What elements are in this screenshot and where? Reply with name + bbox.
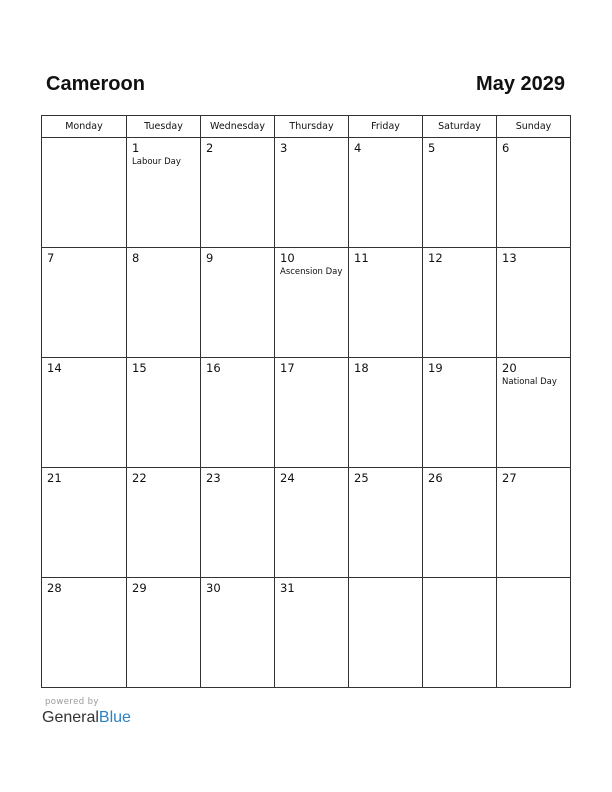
day-cell	[201, 358, 275, 468]
week-row	[42, 358, 571, 468]
day-number: 28	[47, 581, 62, 595]
footer-branding	[42, 697, 131, 728]
day-cell	[127, 358, 201, 468]
day-number: 24	[280, 471, 295, 485]
day-number: 9	[206, 251, 214, 265]
day-number: 3	[280, 141, 288, 155]
weekday-thursday: Thursday	[275, 116, 349, 138]
day-cell	[423, 468, 497, 578]
day-number: 5	[428, 141, 436, 155]
day-number: 10	[280, 251, 295, 265]
day-cell	[349, 358, 423, 468]
day-cell	[275, 578, 349, 688]
day-cell	[275, 358, 349, 468]
holiday-label: National Day	[502, 377, 557, 387]
day-number: 29	[132, 581, 147, 595]
powered-by-text: powered by	[45, 697, 99, 707]
day-number: 20	[502, 361, 517, 375]
logo-general-text: General	[42, 709, 99, 726]
day-cell	[42, 358, 127, 468]
day-number: 22	[132, 471, 147, 485]
day-number: 31	[280, 581, 295, 595]
day-number: 23	[206, 471, 221, 485]
day-cell	[497, 248, 571, 358]
week-row	[42, 468, 571, 578]
generalblue-logo	[42, 708, 131, 728]
day-cell	[497, 358, 571, 468]
weekday-monday: Monday	[42, 116, 127, 138]
day-number: 25	[354, 471, 369, 485]
day-cell	[42, 248, 127, 358]
day-cell	[349, 248, 423, 358]
day-cell	[497, 578, 571, 688]
day-number: 1	[132, 141, 140, 155]
weekday-wednesday: Wednesday	[201, 116, 275, 138]
weekday-sunday: Sunday	[497, 116, 571, 138]
month-year-title: May 2029	[476, 72, 565, 95]
day-cell	[423, 578, 497, 688]
day-number: 17	[280, 361, 295, 375]
day-cell	[42, 138, 127, 248]
day-cell	[423, 138, 497, 248]
week-row	[42, 138, 571, 248]
weekday-tuesday: Tuesday	[127, 116, 201, 138]
country-title: Cameroon	[46, 72, 145, 95]
day-number: 2	[206, 141, 214, 155]
day-cell	[349, 138, 423, 248]
day-number: 6	[502, 141, 510, 155]
weekday-friday: Friday	[349, 116, 423, 138]
day-number: 19	[428, 361, 443, 375]
day-cell	[349, 578, 423, 688]
day-cell	[201, 468, 275, 578]
calendar-grid	[41, 115, 571, 688]
day-number: 30	[206, 581, 221, 595]
day-cell	[201, 248, 275, 358]
day-cell	[201, 578, 275, 688]
day-number: 18	[354, 361, 369, 375]
week-row	[42, 248, 571, 358]
week-row	[42, 578, 571, 688]
day-number: 26	[428, 471, 443, 485]
day-cell	[275, 248, 349, 358]
day-number: 27	[502, 471, 517, 485]
day-cell	[423, 358, 497, 468]
day-cell	[42, 468, 127, 578]
day-number: 4	[354, 141, 362, 155]
day-cell	[423, 248, 497, 358]
holiday-label: Labour Day	[132, 157, 181, 167]
day-cell	[127, 138, 201, 248]
weekday-header-row	[42, 116, 571, 138]
day-cell	[127, 468, 201, 578]
day-number: 12	[428, 251, 443, 265]
day-number: 21	[47, 471, 62, 485]
day-cell	[201, 138, 275, 248]
day-number: 7	[47, 251, 55, 265]
day-cell	[349, 468, 423, 578]
day-number: 13	[502, 251, 517, 265]
day-cell	[275, 468, 349, 578]
day-cell	[275, 138, 349, 248]
day-number: 15	[132, 361, 147, 375]
day-number: 16	[206, 361, 221, 375]
logo-blue-text: Blue	[98, 709, 131, 726]
day-number: 8	[132, 251, 140, 265]
day-cell	[42, 578, 127, 688]
day-cell	[497, 138, 571, 248]
day-number: 11	[354, 251, 369, 265]
day-cell	[127, 248, 201, 358]
holiday-label: Ascension Day	[280, 267, 343, 277]
day-cell	[127, 578, 201, 688]
page-header	[46, 70, 565, 98]
day-cell	[497, 468, 571, 578]
weekday-saturday: Saturday	[423, 116, 497, 138]
day-number: 14	[47, 361, 62, 375]
